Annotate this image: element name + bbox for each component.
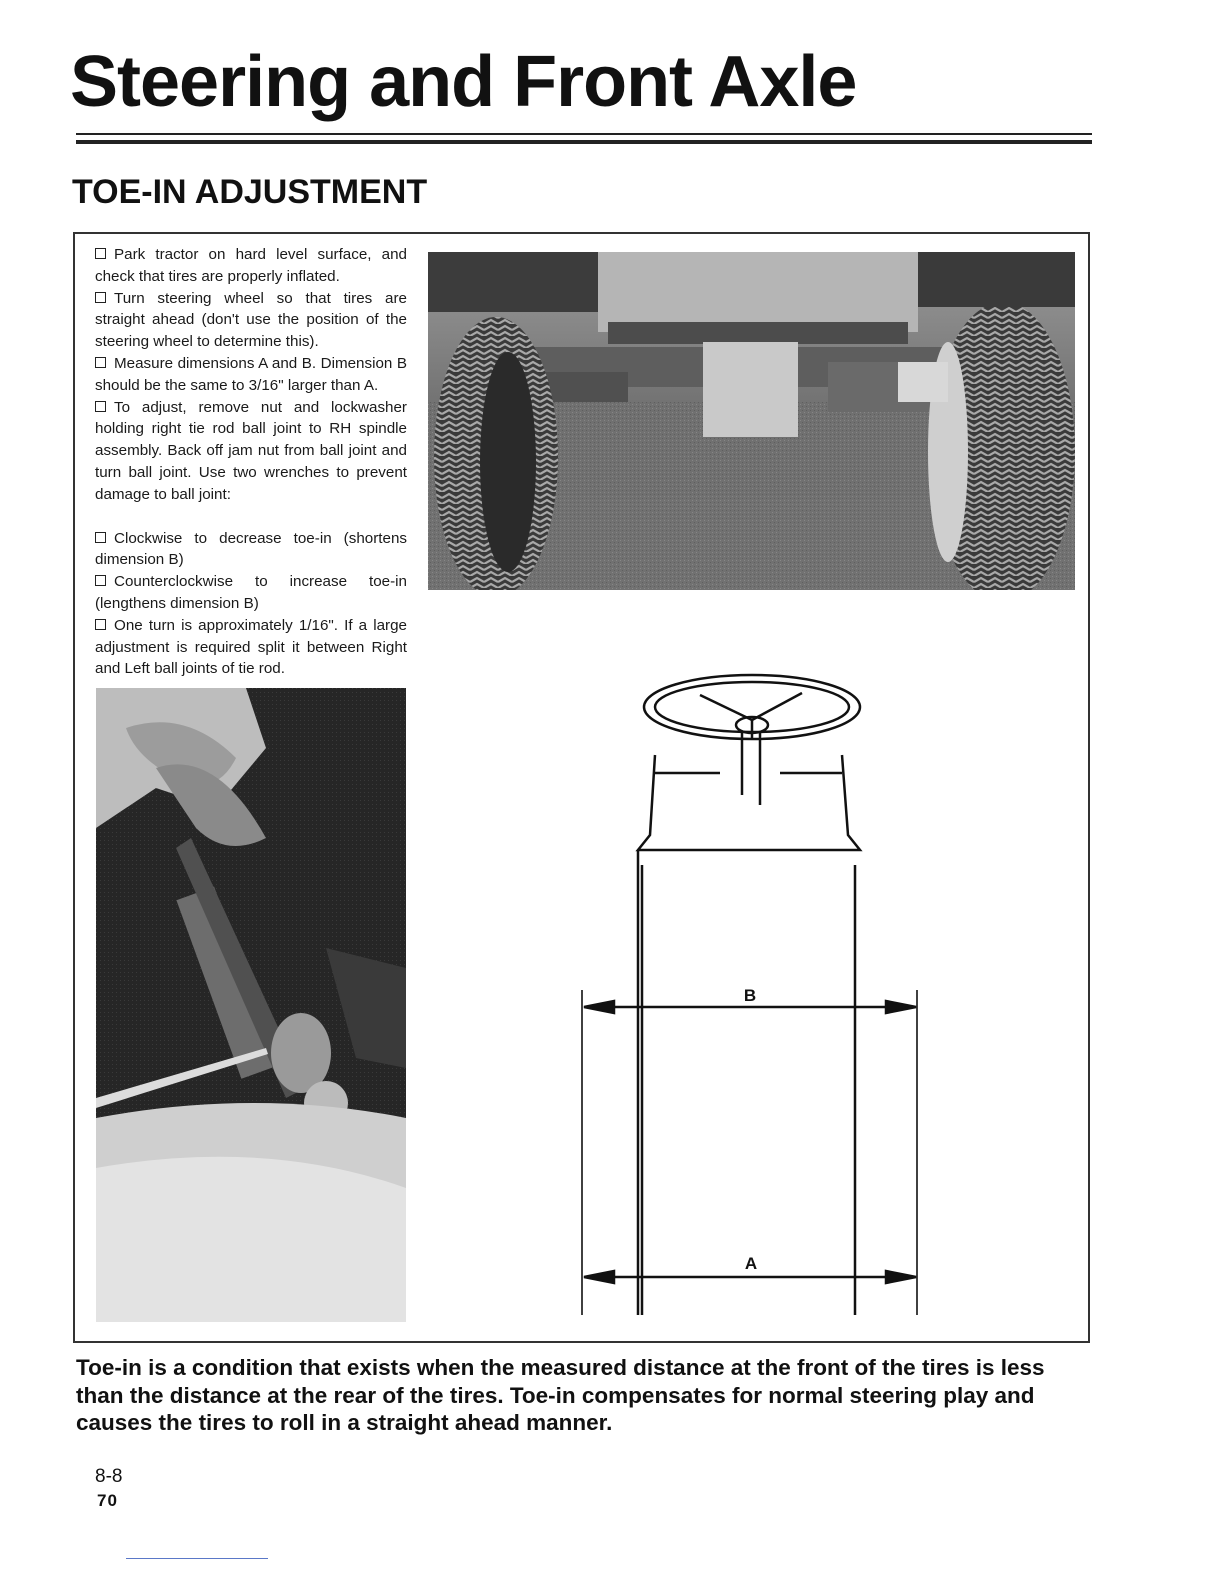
tractor-front-photo <box>428 252 1075 590</box>
step-item: Turn steering wheel so that tires are straight ahead (don't use the position of the steering wheel to determine this). <box>95 289 407 351</box>
section-heading: TOE-IN ADJUSTMENT <box>72 173 428 211</box>
title-rule-thin <box>76 133 1092 135</box>
dimension-b-label: B <box>743 986 757 1005</box>
checkbox-icon <box>95 619 106 630</box>
page-title: Steering and Front Axle <box>70 42 857 122</box>
step-item: One turn is approximately 1/16". If a large adjustment is required split it between Right and Left ball joints of tie rod. <box>95 616 407 678</box>
footer-line <box>126 1558 268 1559</box>
dimension-a-label: A <box>744 1254 758 1273</box>
page-code: 70 <box>97 1491 118 1510</box>
checkbox-icon <box>95 401 106 412</box>
checkbox-icon <box>95 575 106 586</box>
step-item: To adjust, remove nut and lockwasher holding right tie rod ball joint to RH spindle assembly. Back off jam nut from ball joint and turn ball joint. Use two wrenches to prevent damage to ball joint: <box>95 398 407 503</box>
toe-in-diagram <box>530 665 980 1315</box>
page-number: 8-8 <box>95 1466 123 1487</box>
instruction-steps <box>95 244 407 680</box>
step-item: Counterclockwise to increase toe-in (lengthens dimension B) <box>95 573 407 612</box>
step-item: Measure dimensions A and B. Dimension B should be the same to 3/16" larger than A. <box>95 354 407 394</box>
checkbox-icon <box>95 357 106 368</box>
checkbox-icon <box>95 248 106 259</box>
step-item: Park tractor on hard level surface, and check that tires are properly inflated. <box>95 246 407 285</box>
title-rule-thick <box>76 140 1092 144</box>
step-item: Clockwise to decrease toe-in (shortens dimension B) <box>95 529 407 569</box>
toe-in-caption: Toe-in is a condition that exists when the measured distance at the front of the tires is less than the distance at the rear of the tires. Toe-in compensates for normal steering play and causes the tires to roll in a straight ahead manner. <box>76 1355 1045 1435</box>
checkbox-icon <box>95 292 106 303</box>
wrench-adjustment-photo <box>96 688 406 1322</box>
checkbox-icon <box>95 532 106 543</box>
